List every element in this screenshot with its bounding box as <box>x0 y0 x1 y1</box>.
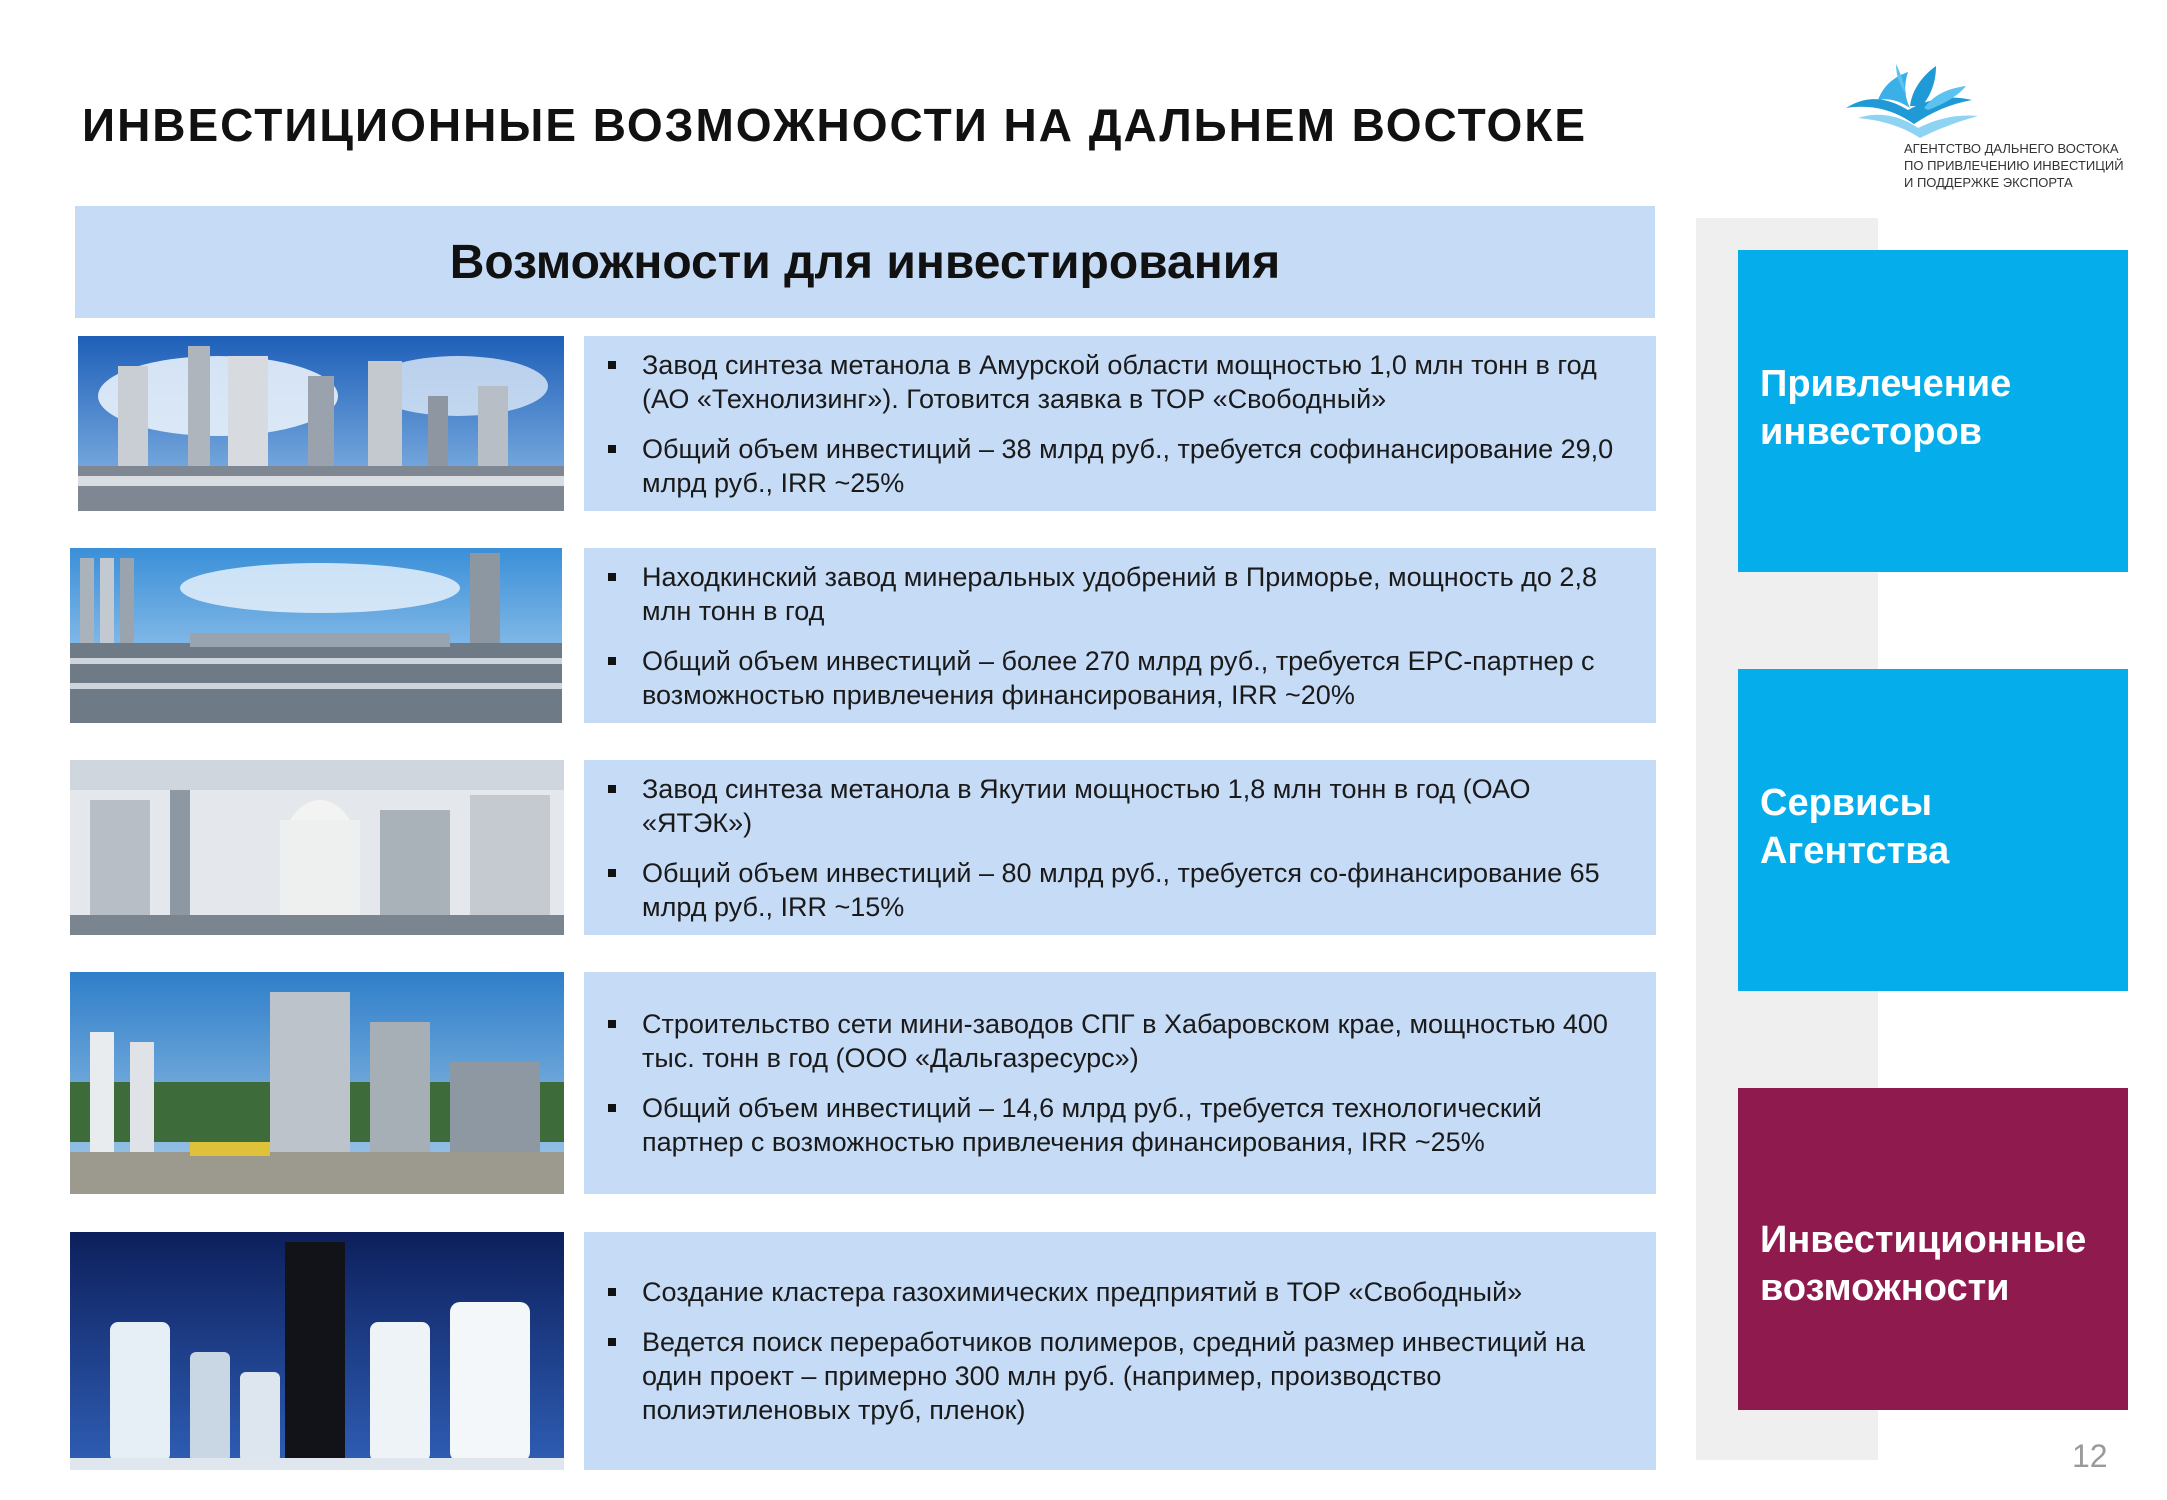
methanol-plant-photo <box>70 760 564 935</box>
logo-line-1: АГЕНТСТВО ДАЛЬНЕГО ВОСТОКА <box>1904 141 2119 156</box>
logo-line-3: И ПОДДЕРЖКЕ ЭКСПОРТА <box>1904 175 2073 190</box>
sidebar-item-agency-services[interactable] <box>1738 669 2128 991</box>
sidebar-item-label: Инвестиционные возможности <box>1760 1219 2087 1309</box>
list-item: Находкинский завод минеральных удобрений в Приморье, мощность до 2,8 млн тонн в год <box>642 560 1634 628</box>
fertilizer-plant-photo <box>70 548 562 723</box>
list-item: Завод синтеза метанола в Амурской области мощностью 1,0 млн тонн в год (АО «Технолизинг»). Готовится заявка в ТОР «Свободный» <box>642 348 1634 416</box>
lotus-wave-icon <box>1838 54 1988 140</box>
logo-line-2: ПО ПРИВЛЕЧЕНИЮ ИНВЕСТИЦИЙ <box>1904 158 2124 173</box>
project-card-4 <box>584 972 1656 1194</box>
list-item: Общий объем инвестиций – 80 млрд руб., требуется со-финансирование 65 млрд руб., IRR ~15% <box>642 856 1634 924</box>
list-item: Строительство сети мини-заводов СПГ в Хабаровском крае, мощностью 400 тыс. тонн в год (ООО «Дальгазресурс») <box>642 1007 1634 1075</box>
page-number: 12 <box>2072 1438 2108 1474</box>
bullet-list <box>642 560 1634 712</box>
list-item: Общий объем инвестиций – 38 млрд руб., требуется софинансирование 29,0 млрд руб., IRR ~25% <box>642 432 1634 500</box>
polymer-film-rolls-photo <box>70 1232 564 1470</box>
list-item: Создание кластера газохимических предприятий в ТОР «Свободный» <box>642 1275 1634 1309</box>
sidebar-item-investment-opportunities[interactable] <box>1738 1088 2128 1410</box>
bullet-list <box>642 772 1634 924</box>
list-item: Ведется поиск переработчиков полимеров, средний размер инвестиций на один проект – примерно 300 млн руб. (например, производство полиэтиленовых труб, пленок) <box>642 1325 1634 1427</box>
slide-title: ИНВЕСТИЦИОННЫЕ ВОЗМОЖНОСТИ НА ДАЛЬНЕМ ВОСТОКЕ <box>82 99 1588 151</box>
sidebar-item-label: Привлечение инвесторов <box>1760 363 2012 453</box>
lng-plant-photo <box>70 972 564 1194</box>
project-card-1 <box>584 336 1656 511</box>
project-card-2 <box>584 548 1656 723</box>
sidebar-item-label: Сервисы Агентства <box>1760 782 1950 872</box>
list-item: Общий объем инвестиций – 14,6 млрд руб., требуется технологический партнер с возможностью привлечения финансирования, IRR ~25% <box>642 1091 1634 1159</box>
agency-logo <box>1838 54 2124 194</box>
project-card-5 <box>584 1232 1656 1470</box>
list-item: Завод синтеза метанола в Якутии мощностью 1,8 млн тонн в год (ОАО «ЯТЭК») <box>642 772 1634 840</box>
list-item: Общий объем инвестиций – более 270 млрд руб., требуется EPC-партнер с возможностью привлечения финансирования, IRR ~20% <box>642 644 1634 712</box>
bullet-list <box>642 1007 1634 1159</box>
bullet-list <box>642 1275 1634 1427</box>
refinery-columns-photo <box>78 336 564 511</box>
sidebar-item-investor-attraction[interactable] <box>1738 250 2128 572</box>
section-header: Возможности для инвестирования <box>75 206 1655 318</box>
project-card-3 <box>584 760 1656 935</box>
bullet-list <box>642 348 1634 500</box>
